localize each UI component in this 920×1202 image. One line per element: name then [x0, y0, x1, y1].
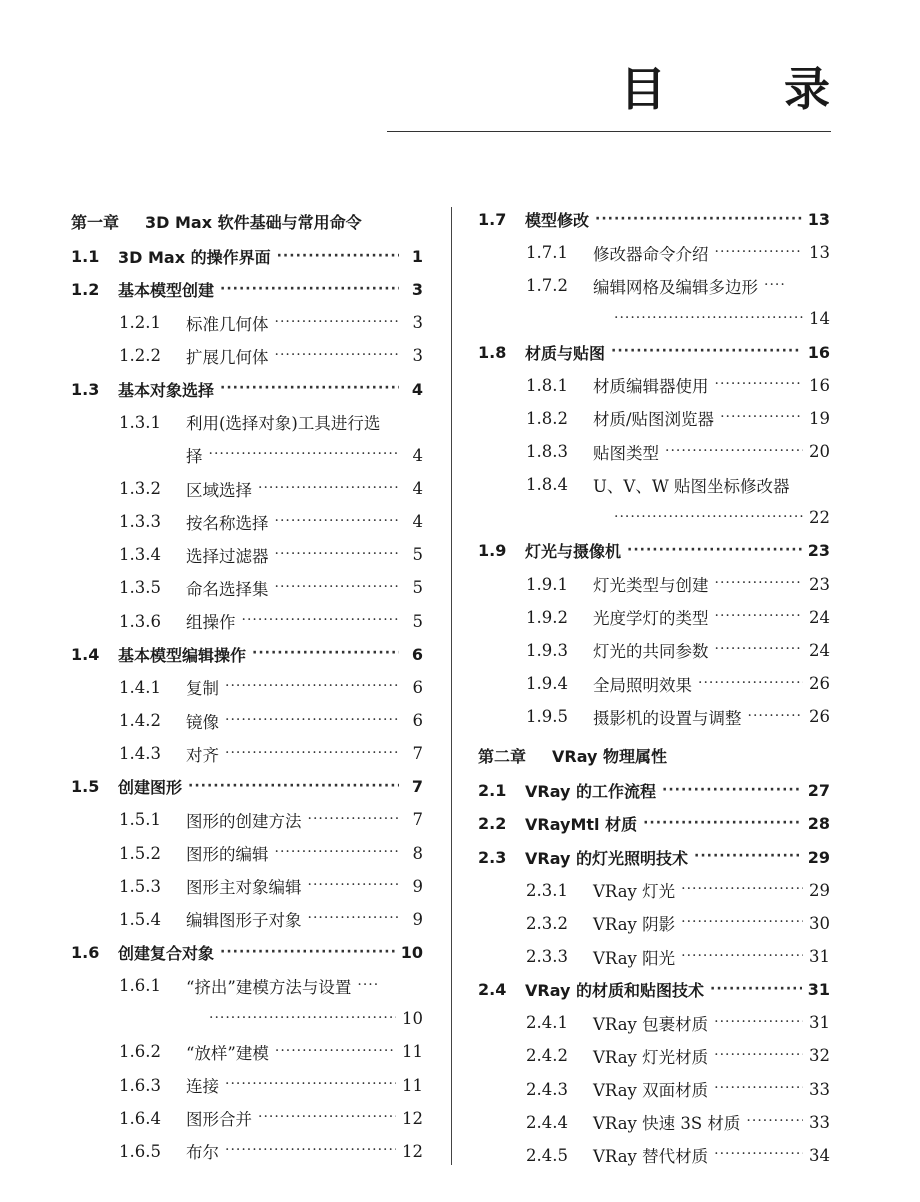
- toc-page-number: 3: [411, 280, 423, 300]
- toc-page-number: 1: [411, 247, 423, 267]
- toc-number: 2.3.3: [526, 947, 568, 967]
- toc-page-number: 32: [809, 1046, 830, 1066]
- toc-label: VRay 灯光: [593, 882, 676, 902]
- dot-leader: [627, 545, 802, 561]
- toc-page-number: 10: [400, 943, 423, 963]
- toc-section[interactable]: [478, 807, 830, 840]
- toc-page-number: 28: [807, 814, 830, 834]
- toc-subsection[interactable]: [478, 269, 830, 302]
- toc-label: 按名称选择: [186, 513, 269, 533]
- dot-leader: [694, 851, 802, 867]
- toc-page-number: 22: [809, 508, 830, 528]
- toc-number: 1.8.3: [526, 442, 568, 462]
- toc-section[interactable]: [71, 373, 423, 406]
- toc-subsection[interactable]: [71, 538, 423, 571]
- dot-leader: [275, 1046, 396, 1062]
- toc-page-number: 31: [809, 947, 830, 967]
- dot-leader: [209, 449, 400, 465]
- toc-page-number: 13: [807, 210, 830, 230]
- toc-subsection[interactable]: [71, 1102, 423, 1135]
- toc-subsection[interactable]: [478, 568, 830, 601]
- toc-chapter[interactable]: [71, 203, 423, 240]
- toc-number: 1.3.5: [119, 578, 161, 598]
- toc-label: 光度学灯的类型: [593, 609, 709, 629]
- dot-leader: [662, 785, 802, 801]
- dot-leader: [714, 1017, 803, 1033]
- toc-subsection[interactable]: [478, 1039, 830, 1072]
- toc-label: 选择过滤器: [186, 546, 269, 566]
- toc-subsection[interactable]: [71, 969, 423, 1002]
- toc-label: VRay 阴影: [593, 915, 676, 935]
- toc-page-number: 14: [809, 309, 830, 329]
- toc-subsection[interactable]: [71, 803, 423, 836]
- toc-subsection[interactable]: [71, 1135, 423, 1168]
- toc-subsection[interactable]: [71, 505, 423, 538]
- toc-label: VRay 包裹材质: [593, 1014, 709, 1034]
- toc-number: 1.4.1: [119, 677, 161, 697]
- toc-subsection[interactable]: [478, 435, 830, 468]
- toc-number: 1.3.1: [119, 412, 161, 432]
- dot-leader: [220, 284, 399, 300]
- toc-number: 1.9: [478, 541, 507, 561]
- toc-subsection[interactable]: [71, 406, 423, 439]
- toc-number: 2.3: [478, 847, 507, 867]
- toc-continuation[interactable]: [71, 1002, 423, 1035]
- dot-leader: [681, 917, 803, 933]
- toc-page-number: 10: [402, 1009, 423, 1029]
- toc-label: 连接: [186, 1077, 219, 1097]
- toc-subsection[interactable]: [478, 907, 830, 940]
- toc-label: 命名选择集: [186, 579, 269, 599]
- dot-leader: [746, 1116, 803, 1132]
- toc-number: 1.8: [478, 342, 507, 362]
- dot-leader: [275, 582, 400, 598]
- toc-subsection[interactable]: [478, 700, 830, 733]
- toc-label: 图形的创建方法: [186, 811, 302, 831]
- dot-leader: [698, 678, 803, 694]
- toc-number: 2.4.2: [526, 1046, 568, 1066]
- toc-number: 1.7.1: [526, 243, 568, 263]
- toc-page-number: 20: [809, 442, 830, 462]
- toc-page-number: 26: [809, 674, 830, 694]
- toc-page-number: 29: [809, 880, 830, 900]
- toc-label: VRay 的灯光照明技术: [525, 848, 689, 868]
- toc-number: 1.2.1: [119, 313, 161, 333]
- dot-leader: [748, 711, 804, 727]
- dot-leader: [714, 1149, 803, 1165]
- toc-subsection[interactable]: [71, 571, 423, 604]
- toc-number: 1.5.2: [119, 843, 161, 863]
- toc-label: 创建图形: [118, 778, 183, 798]
- toc-page-number: 33: [809, 1079, 830, 1099]
- toc-label: U、V、W 贴图坐标修改器: [593, 476, 790, 496]
- toc-label: 基本对象选择: [118, 380, 215, 400]
- toc-label: 基本模型创建: [118, 281, 215, 301]
- toc-left-column: [71, 203, 423, 1168]
- toc-section[interactable]: [71, 240, 423, 273]
- toc-subsection[interactable]: [71, 903, 423, 936]
- toc-label: “放样”建模: [186, 1043, 269, 1063]
- toc-subsection[interactable]: [478, 634, 830, 667]
- toc-number: 第一章: [71, 213, 120, 232]
- dot-leader: [258, 483, 399, 499]
- toc-section[interactable]: [478, 203, 830, 236]
- toc-number: 1.6: [71, 943, 100, 963]
- toc-subsection[interactable]: [478, 1006, 830, 1039]
- dot-leader: [715, 247, 804, 263]
- toc-label: 贴图类型: [593, 443, 659, 463]
- dot-leader: [665, 446, 803, 462]
- toc-page-number: 24: [809, 607, 830, 627]
- toc-label: VRay 快速 3S 材质: [593, 1114, 741, 1134]
- toc-label: 灯光类型与创建: [593, 576, 709, 596]
- toc-page-number: 23: [807, 541, 830, 561]
- toc-number: 1.3.3: [119, 512, 161, 532]
- toc-subsection[interactable]: [71, 1069, 423, 1102]
- toc-label: 镜像: [186, 712, 219, 732]
- toc-subsection[interactable]: [478, 369, 830, 402]
- dot-leader: [258, 1112, 396, 1128]
- toc-label: VRay 物理属性: [552, 747, 668, 767]
- toc-number: 1.8.4: [526, 475, 568, 495]
- toc-number: 1.1: [71, 247, 100, 267]
- toc-number: 1.5.4: [119, 909, 161, 929]
- toc-right-column: [478, 203, 830, 1172]
- dot-leader: [275, 516, 400, 532]
- dot-leader: [614, 512, 803, 528]
- toc-number: 2.1: [478, 781, 507, 801]
- dot-leader: [225, 681, 399, 697]
- dot-leader: [188, 781, 399, 797]
- dot-leader: [225, 1079, 396, 1095]
- toc-page-number: 6: [412, 711, 423, 731]
- toc-page-number: 34: [809, 1145, 830, 1165]
- toc-number: 2.4: [478, 980, 507, 1000]
- dot-leader: [275, 847, 400, 863]
- dot-leader: [225, 748, 399, 764]
- toc-number: 1.2: [71, 280, 100, 300]
- toc-label: 编辑网格及编辑多边形: [593, 277, 758, 297]
- toc-section[interactable]: [478, 841, 830, 874]
- toc-label: 图形主对象编辑: [186, 878, 302, 898]
- toc-page-number: 11: [402, 1075, 423, 1095]
- toc-label: 材质编辑器使用: [593, 377, 709, 397]
- toc-page-number: 31: [807, 980, 830, 1000]
- toc-page-number: 7: [411, 777, 423, 797]
- toc-label: 材质与贴图: [525, 343, 606, 363]
- toc-section[interactable]: [478, 534, 830, 567]
- toc-number: 1.4.3: [119, 744, 161, 764]
- dot-leader: [308, 913, 400, 929]
- toc-section[interactable]: [71, 770, 423, 803]
- dot-leader: [681, 884, 803, 900]
- dot-leader: [308, 814, 400, 830]
- toc-number: 1.9.3: [526, 640, 568, 660]
- dot-leader: [357, 980, 379, 996]
- dot-leader: [764, 280, 786, 296]
- dot-leader: [277, 251, 399, 267]
- dot-leader: [714, 1083, 803, 1099]
- toc-page-number: 3: [412, 313, 423, 333]
- toc-subsection[interactable]: [71, 339, 423, 372]
- toc-number: 2.4.3: [526, 1079, 568, 1099]
- toc-section[interactable]: [478, 973, 830, 1006]
- toc-label: “挤出”建模方法与设置: [186, 977, 352, 997]
- toc-page-number: 12: [402, 1108, 423, 1128]
- toc-number: 1.6.3: [119, 1075, 161, 1095]
- toc-number: 1.8.1: [526, 375, 568, 395]
- dot-leader: [614, 313, 803, 329]
- toc-number: 1.3: [71, 379, 100, 399]
- toc-subsection[interactable]: [71, 870, 423, 903]
- toc-label: 3D Max 软件基础与常用命令: [145, 213, 362, 232]
- toc-label: 图形合并: [186, 1110, 252, 1130]
- toc-page-number: 4: [412, 479, 423, 499]
- toc-page-number: 33: [809, 1112, 830, 1132]
- toc-page-number: 7: [412, 810, 423, 830]
- toc-number: 1.4.2: [119, 711, 161, 731]
- toc-section[interactable]: [478, 336, 830, 369]
- toc-section[interactable]: [71, 273, 423, 306]
- toc-subsection[interactable]: [478, 236, 830, 269]
- toc-number: 1.3.4: [119, 545, 161, 565]
- toc-number: 1.9.1: [526, 574, 568, 594]
- toc-label: VRayMtl 材质: [525, 815, 638, 835]
- dot-leader: [209, 1013, 396, 1029]
- dot-leader: [252, 648, 399, 664]
- toc-subsection[interactable]: [71, 472, 423, 505]
- column-divider: [451, 207, 452, 1165]
- toc-page-number: 6: [411, 644, 423, 664]
- toc-subsection[interactable]: [71, 837, 423, 870]
- toc-page-number: 9: [412, 909, 423, 929]
- dot-leader: [715, 578, 804, 594]
- toc-page-number: 4: [412, 445, 423, 465]
- toc-number: 1.9.5: [526, 707, 568, 727]
- toc-label: 编辑图形子对象: [186, 911, 302, 931]
- toc-label: 全局照明效果: [593, 675, 692, 695]
- toc-number: 1.6.5: [119, 1141, 161, 1161]
- toc-section[interactable]: [71, 638, 423, 671]
- toc-label: VRay 的工作流程: [525, 782, 657, 802]
- toc-number: 1.2.2: [119, 346, 161, 366]
- toc-label: 复制: [186, 679, 219, 699]
- toc-label: 灯光与摄像机: [525, 542, 622, 562]
- toc-subsection[interactable]: [71, 737, 423, 770]
- dot-leader: [220, 947, 395, 963]
- toc-label: 扩展几何体: [186, 347, 269, 367]
- dot-leader: [715, 379, 804, 395]
- toc-continuation[interactable]: [71, 439, 423, 472]
- toc-page-number: 3: [412, 346, 423, 366]
- toc-label: VRay 替代材质: [593, 1147, 709, 1167]
- toc-subsection[interactable]: [478, 1073, 830, 1106]
- dot-leader: [275, 549, 400, 565]
- toc-label: 区域选择: [186, 480, 252, 500]
- toc-number: 1.9.2: [526, 607, 568, 627]
- toc-page-number: 29: [807, 847, 830, 867]
- toc-label: 摄影机的设置与调整: [593, 708, 742, 728]
- toc-section[interactable]: [71, 936, 423, 969]
- title-rule: [387, 131, 831, 132]
- toc-page-number: 13: [809, 243, 830, 263]
- toc-page-number: 16: [809, 375, 830, 395]
- toc-number: 1.6.4: [119, 1108, 161, 1128]
- toc-page-number: 27: [807, 781, 830, 801]
- toc-page-number: 16: [807, 342, 830, 362]
- toc-label: 布尔: [186, 1143, 219, 1163]
- toc-subsection[interactable]: [71, 306, 423, 339]
- toc-page-number: 4: [411, 379, 423, 399]
- toc-continuation[interactable]: [478, 501, 830, 534]
- toc-number: 1.7: [478, 210, 507, 230]
- toc-label: 灯光的共同参数: [593, 642, 709, 662]
- toc-number: 1.8.2: [526, 408, 568, 428]
- toc-number: 1.3.6: [119, 611, 161, 631]
- dot-leader: [643, 818, 802, 834]
- toc-number: 1.6.1: [119, 976, 161, 996]
- toc-label: 创建复合对象: [118, 944, 215, 964]
- toc-page-number: 30: [809, 913, 830, 933]
- toc-label: VRay 双面材质: [593, 1081, 709, 1101]
- page-title: 目 录: [620, 62, 866, 116]
- toc-subsection[interactable]: [478, 874, 830, 907]
- toc-page-number: 19: [809, 408, 830, 428]
- toc-number: 2.4.1: [526, 1013, 568, 1033]
- toc-page-number: 31: [809, 1013, 830, 1033]
- dot-leader: [714, 1050, 803, 1066]
- toc-number: 1.6.2: [119, 1042, 161, 1062]
- toc-number: 2.4.5: [526, 1145, 568, 1165]
- toc-page-number: 5: [412, 545, 423, 565]
- dot-leader: [275, 317, 400, 333]
- dot-leader: [242, 615, 400, 631]
- toc-number: 2.3.2: [526, 913, 568, 933]
- toc-number: 1.5.3: [119, 876, 161, 896]
- toc-page-number: 4: [412, 512, 423, 532]
- toc-page-number: 24: [809, 640, 830, 660]
- dot-leader: [225, 1145, 396, 1161]
- toc-label: VRay 的材质和贴图技术: [525, 981, 705, 1001]
- toc-number: 2.2: [478, 814, 507, 834]
- toc-subsection[interactable]: [71, 605, 423, 638]
- toc-number: 1.9.4: [526, 674, 568, 694]
- toc-label: 择: [186, 447, 203, 467]
- toc-page-number: 9: [412, 876, 423, 896]
- dot-leader: [225, 715, 399, 731]
- toc-continuation[interactable]: [478, 302, 830, 335]
- toc-number: 第二章: [478, 747, 527, 767]
- toc-label: 模型修改: [525, 211, 590, 231]
- toc-page-number: 6: [412, 677, 423, 697]
- dot-leader: [715, 644, 804, 660]
- toc-label: 对齐: [186, 745, 219, 765]
- toc-page-number: 12: [402, 1141, 423, 1161]
- toc-page-number: 8: [412, 843, 423, 863]
- toc-section[interactable]: [478, 774, 830, 807]
- toc-label: VRay 灯光材质: [593, 1047, 709, 1067]
- toc-subsection[interactable]: [478, 402, 830, 435]
- dot-leader: [710, 984, 802, 1000]
- dot-leader: [595, 214, 802, 230]
- toc-label: 组操作: [186, 613, 236, 633]
- toc-number: 2.3.1: [526, 880, 568, 900]
- toc-label: VRay 阳光: [593, 948, 676, 968]
- toc-subsection[interactable]: [478, 940, 830, 973]
- toc-number: 1.7.2: [526, 276, 568, 296]
- toc-number: 1.5: [71, 777, 100, 797]
- toc-subsection[interactable]: [478, 468, 830, 501]
- toc-subsection[interactable]: [71, 704, 423, 737]
- toc-label: 基本模型编辑操作: [118, 645, 247, 665]
- toc-page-number: 5: [412, 578, 423, 598]
- toc-subsection[interactable]: [71, 671, 423, 704]
- dot-leader: [220, 383, 399, 399]
- toc-number: 1.5.1: [119, 810, 161, 830]
- dot-leader: [715, 611, 804, 627]
- toc-label: 利用(选择对象)工具进行选: [186, 414, 381, 434]
- toc-subsection[interactable]: [478, 1139, 830, 1172]
- toc-number: 2.4.4: [526, 1112, 568, 1132]
- toc-label: 标准几何体: [186, 314, 269, 334]
- dot-leader: [308, 880, 400, 896]
- toc-page-number: 5: [412, 611, 423, 631]
- toc-label: 修改器命令介绍: [593, 244, 709, 264]
- toc-page-number: 11: [402, 1042, 423, 1062]
- dot-leader: [275, 350, 400, 366]
- toc-label: 图形的编辑: [186, 845, 269, 865]
- dot-leader: [611, 346, 802, 362]
- toc-page-number: 7: [412, 744, 423, 764]
- toc-subsection[interactable]: [71, 1035, 423, 1068]
- dot-leader: [720, 412, 803, 428]
- toc-label: 材质/贴图浏览器: [593, 410, 715, 430]
- dot-leader: [681, 951, 803, 967]
- toc-subsection[interactable]: [478, 601, 830, 634]
- toc-page-number: 23: [809, 574, 830, 594]
- toc-chapter[interactable]: [478, 737, 830, 774]
- toc-page-number: 26: [809, 707, 830, 727]
- toc-label: 3D Max 的操作界面: [118, 248, 271, 268]
- toc-subsection[interactable]: [478, 667, 830, 700]
- toc-number: 1.3.2: [119, 479, 161, 499]
- toc-number: 1.4: [71, 644, 100, 664]
- toc-subsection[interactable]: [478, 1106, 830, 1139]
